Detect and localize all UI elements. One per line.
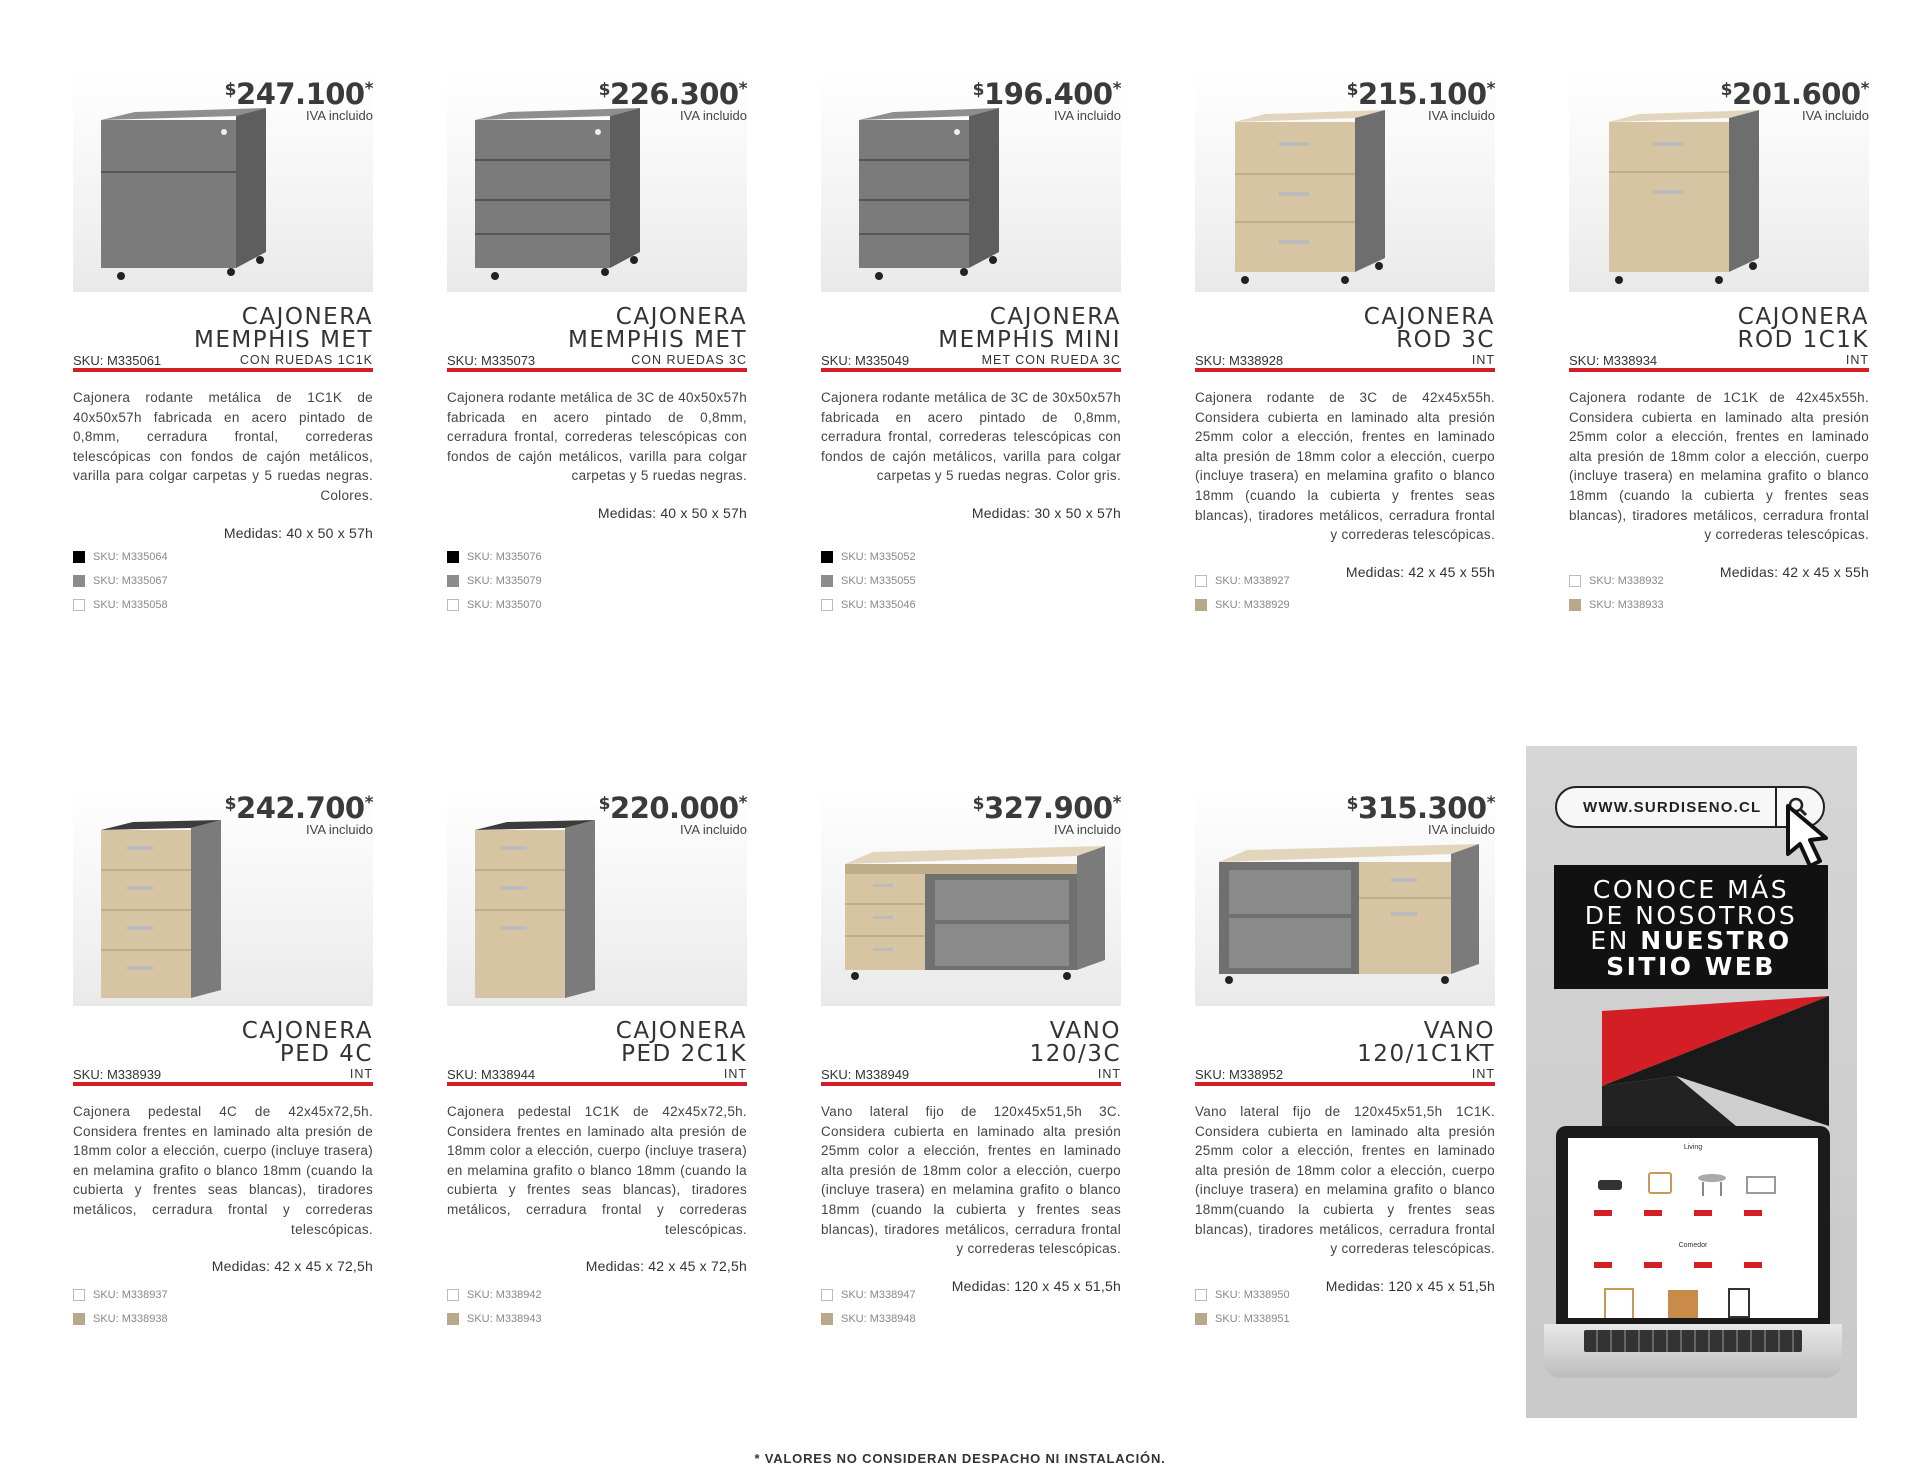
color-variant[interactable] xyxy=(821,545,916,569)
product-name-line-1: CAJONERA xyxy=(989,304,1121,330)
color-swatch[interactable] xyxy=(821,551,833,563)
color-variants xyxy=(821,545,916,617)
product-image-area[interactable] xyxy=(1195,786,1495,1006)
iva-label: IVA incluido xyxy=(1054,822,1121,837)
product-name xyxy=(616,1020,747,1066)
product-measures: Medidas: 42 x 45 x 72,5h xyxy=(585,1258,747,1275)
product-description: Vano lateral fijo de 120x45x51,5h 1C1K. Considera cubierta en laminado alta presión 25mm color a elección, frentes en laminado alta presión de 18mm color a elección, cuerpo (incluye trasera) en melamina grafito o blanco 18mm(cuando la cubierta y frentes seas blancas), tiradores metálicos, cerradura frontal y correderas telescópicas. xyxy=(1195,1104,1495,1257)
color-swatch[interactable] xyxy=(73,599,85,611)
color-variant[interactable] xyxy=(1195,593,1290,617)
product-card[interactable] xyxy=(1195,72,1495,611)
color-swatch[interactable] xyxy=(73,1289,85,1301)
color-variant[interactable] xyxy=(821,1307,916,1331)
color-variants xyxy=(73,545,168,617)
price-asterisk: * xyxy=(1486,79,1495,99)
red-divider xyxy=(1195,1082,1495,1086)
screen-section: Comedor xyxy=(1678,1242,1708,1249)
product-image-area[interactable] xyxy=(821,786,1121,1006)
color-swatch[interactable] xyxy=(821,599,833,611)
product-sku: SKU: M338928 xyxy=(1195,353,1284,368)
color-variants xyxy=(73,1283,168,1331)
product-measures: Medidas: 40 x 50 x 57h xyxy=(597,504,747,521)
color-variant[interactable] xyxy=(73,569,168,593)
color-variant[interactable] xyxy=(73,1307,168,1331)
product-measures: Medidas: 42 x 45 x 72,5h xyxy=(211,1258,373,1275)
color-variants xyxy=(447,545,542,617)
variant-sku: SKU: M338942 xyxy=(467,1289,542,1301)
product-header xyxy=(1569,292,1869,368)
variant-sku: SKU: M338943 xyxy=(467,1313,542,1325)
product-name-line-1: CAJONERA xyxy=(615,1018,747,1044)
color-swatch[interactable] xyxy=(821,1313,833,1325)
color-swatch[interactable] xyxy=(1195,1313,1207,1325)
product-sku: SKU: M338934 xyxy=(1569,353,1658,368)
price-value: 196.400 xyxy=(984,77,1113,111)
variant-sku: SKU: M335046 xyxy=(841,599,916,611)
product-description: Cajonera rodante metálica de 3C de 30x50x57h fabricada en acero pintado de 0,8mm, cerradura frontal, correderas telescópicas con fondos de cajón metálicos, varilla para colgar carpetas y 5 ruedas negras. Color gris. xyxy=(821,390,1121,484)
product-name-line-1: CAJONERA xyxy=(1363,304,1495,330)
product-image-area[interactable] xyxy=(1569,72,1869,292)
variant-sku: SKU: M338938 xyxy=(93,1313,168,1325)
currency-symbol: $ xyxy=(598,80,611,100)
product-sku: SKU: M338944 xyxy=(447,1067,536,1082)
currency-symbol: $ xyxy=(1346,80,1359,100)
product-card[interactable] xyxy=(821,786,1121,1325)
currency-symbol: $ xyxy=(972,794,985,814)
color-swatch[interactable] xyxy=(447,599,459,611)
product-name-line-2: 120/1C1KT xyxy=(1357,1041,1495,1067)
price-block xyxy=(225,74,373,122)
color-variant[interactable] xyxy=(1195,1307,1290,1331)
iva-label: IVA incluido xyxy=(1802,108,1869,123)
variant-sku: SKU: M335079 xyxy=(467,575,542,587)
color-variant[interactable] xyxy=(447,545,542,569)
product-name-line-2: MEMPHIS MINI xyxy=(938,327,1121,353)
price-value: 220.000 xyxy=(610,791,739,825)
color-variant[interactable] xyxy=(73,1283,168,1307)
variant-sku: SKU: M338948 xyxy=(841,1313,916,1325)
product-subtitle: CON RUEDAS 1C1K xyxy=(239,353,373,367)
laptop-screen xyxy=(1568,1138,1818,1318)
color-variants xyxy=(1195,1283,1290,1331)
price xyxy=(973,788,1121,823)
variant-sku: SKU: M338951 xyxy=(1215,1313,1290,1325)
product-card[interactable] xyxy=(73,786,373,1325)
color-variants xyxy=(447,1283,542,1331)
color-swatch[interactable] xyxy=(447,575,459,587)
iva-label: IVA incluido xyxy=(1428,822,1495,837)
promo-headline xyxy=(1554,865,1828,989)
color-swatch[interactable] xyxy=(447,551,459,563)
currency-symbol: $ xyxy=(598,794,611,814)
color-swatch[interactable] xyxy=(821,1289,833,1301)
variant-sku: SKU: M335064 xyxy=(93,551,168,563)
price-value: 201.600 xyxy=(1732,77,1861,111)
currency-symbol: $ xyxy=(1720,80,1733,100)
color-variant[interactable] xyxy=(1195,1283,1290,1307)
product-header xyxy=(447,292,747,368)
red-divider xyxy=(1195,368,1495,372)
price-asterisk: * xyxy=(1112,79,1121,99)
product-measures: Medidas: 42 x 45 x 55h xyxy=(1345,563,1495,580)
search-divider xyxy=(1775,788,1777,826)
product-header xyxy=(821,1006,1121,1082)
product-description: Cajonera pedestal 4C de 42x45x72,5h. Considera frentes en laminado alta presión de 18mm color a elección, cuerpo (incluye trasera) en melamina grafito o blanco 18mm (cuando la cubierta y frentes seas blancas), tiradores metálicos, cerradura frontal y correderas telescópicas. xyxy=(73,1104,373,1237)
product-description: Cajonera rodante de 3C de 42x45x55h. Considera cubierta en laminado alta presión 25mm color a elección, frentes en laminado alta presión de 18mm color a elección, cuerpo (incluye trasera) en melamina grafito o blanco 18mm (cuando la cubierta y frentes seas blancas), tiradores metálicos, cerradura frontal y correderas telescópicas. xyxy=(1195,390,1495,543)
currency-symbol: $ xyxy=(224,80,237,100)
price-value: 215.100 xyxy=(1358,77,1487,111)
product-name-line-2: MEMPHIS MET xyxy=(567,327,747,353)
color-swatch[interactable] xyxy=(73,575,85,587)
color-variant[interactable] xyxy=(447,1307,542,1331)
product-subtitle: INT xyxy=(1097,1067,1121,1081)
product-measures: Medidas: 120 x 45 x 51,5h xyxy=(951,1277,1121,1294)
iva-label: IVA incluido xyxy=(1428,108,1495,123)
product-subtitle: MET CON RUEDA 3C xyxy=(981,353,1121,367)
red-divider xyxy=(821,1082,1121,1086)
product-image-area[interactable] xyxy=(73,786,373,1006)
color-swatch[interactable] xyxy=(1569,599,1581,611)
variant-sku: SKU: M338937 xyxy=(93,1289,168,1301)
product-subtitle: INT xyxy=(723,1067,747,1081)
variant-sku: SKU: M335052 xyxy=(841,551,916,563)
price-value: 247.100 xyxy=(236,77,365,111)
price xyxy=(599,74,747,109)
product-description: Cajonera rodante metálica de 3C de 40x50x57h fabricada en acero pintado de 0,8mm, cerradura frontal, correderas telescópicas con fondos de cajón metálicos, varilla para colgar carpetas y 5 ruedas negras. xyxy=(447,390,747,484)
product-name xyxy=(568,306,747,352)
variant-sku: SKU: M335055 xyxy=(841,575,916,587)
price-block xyxy=(973,74,1121,122)
price-value: 327.900 xyxy=(984,791,1113,825)
laptop-illustration xyxy=(1554,1126,1832,1396)
product-image-area[interactable] xyxy=(1195,72,1495,292)
product-sku: SKU: M335049 xyxy=(821,353,910,368)
price xyxy=(599,788,747,823)
product-card[interactable] xyxy=(447,786,747,1325)
price-block xyxy=(1721,74,1869,122)
color-variant[interactable] xyxy=(1195,569,1290,593)
product-card[interactable] xyxy=(1195,786,1495,1325)
color-swatch[interactable] xyxy=(73,1313,85,1325)
product-image-area[interactable] xyxy=(447,72,747,292)
variant-sku: SKU: M335058 xyxy=(93,599,168,611)
product-sku: SKU: M335073 xyxy=(447,353,536,368)
variant-sku: SKU: M338933 xyxy=(1589,599,1664,611)
color-variant[interactable] xyxy=(821,569,916,593)
product-measures: Medidas: 40 x 50 x 57h xyxy=(223,524,373,541)
product-name xyxy=(1737,306,1869,352)
product-card[interactable] xyxy=(1569,72,1869,611)
promo-line-4: SITIO WEB xyxy=(1606,951,1776,981)
product-name xyxy=(938,306,1121,352)
price-asterisk: * xyxy=(364,793,373,813)
variant-sku: SKU: M338947 xyxy=(841,1289,916,1301)
variant-sku: SKU: M338950 xyxy=(1215,1289,1290,1301)
price-block xyxy=(225,788,373,836)
price xyxy=(225,788,373,823)
color-swatch[interactable] xyxy=(821,575,833,587)
red-divider xyxy=(73,1082,373,1086)
product-header xyxy=(73,1006,373,1082)
price-value: 242.700 xyxy=(236,791,365,825)
product-name-line-2: PED 4C xyxy=(279,1041,373,1067)
product-image-area[interactable] xyxy=(821,72,1121,292)
price-block xyxy=(1347,74,1495,122)
price-value: 315.300 xyxy=(1358,791,1487,825)
website-promo-banner[interactable] xyxy=(1526,746,1857,1418)
promo-line-1: CONOCE MÁS xyxy=(1592,875,1790,904)
red-divider xyxy=(821,368,1121,372)
price xyxy=(973,74,1121,109)
product-subtitle: CON RUEDAS 3C xyxy=(631,353,747,367)
product-name-line-2: PED 2C1K xyxy=(621,1041,747,1067)
price-block xyxy=(599,74,747,122)
product-name-line-1: CAJONERA xyxy=(241,1018,373,1044)
product-header xyxy=(1195,1006,1495,1082)
price-value: 226.300 xyxy=(610,77,739,111)
product-header xyxy=(821,292,1121,368)
product-image-area[interactable] xyxy=(447,786,747,1006)
price-asterisk: * xyxy=(364,79,373,99)
product-name-line-2: ROD 1C1K xyxy=(1737,327,1869,353)
product-measures: Medidas: 120 x 45 x 51,5h xyxy=(1325,1277,1495,1294)
product-name xyxy=(194,306,373,352)
product-sku: SKU: M338952 xyxy=(1195,1067,1284,1082)
product-sku: SKU: M338939 xyxy=(73,1067,162,1082)
footer-note: * VALORES NO CONSIDERAN DESPACHO NI INSTALACIÓN. xyxy=(754,1451,1166,1466)
product-description: Cajonera pedestal 1C1K de 42x45x72,5h. Considera frentes en laminado alta presión de 18mm color a elección, cuerpo (incluye trasera) en melamina grafito o blanco 18mm (cuando la cubierta y frentes seas blancas), tiradores metálicos, cerradura frontal y correderas telescópicas. xyxy=(447,1104,747,1237)
price-block xyxy=(973,788,1121,836)
red-divider xyxy=(1569,368,1869,372)
color-swatch[interactable] xyxy=(447,1289,459,1301)
variant-sku: SKU: M335070 xyxy=(467,599,542,611)
color-swatch[interactable] xyxy=(447,1313,459,1325)
color-variant[interactable] xyxy=(447,1283,542,1307)
promo-line-3b: NUESTRO xyxy=(1640,926,1792,955)
color-swatch[interactable] xyxy=(1195,1289,1207,1301)
color-variant[interactable] xyxy=(447,569,542,593)
product-sku: SKU: M338949 xyxy=(821,1067,910,1082)
color-swatch[interactable] xyxy=(73,551,85,563)
product-card[interactable] xyxy=(73,72,373,611)
product-name-line-1: VANO xyxy=(1049,1018,1121,1044)
price-asterisk: * xyxy=(1112,793,1121,813)
currency-symbol: $ xyxy=(1346,794,1359,814)
color-variant[interactable] xyxy=(821,593,916,617)
price xyxy=(1347,74,1495,109)
product-card[interactable] xyxy=(447,72,747,611)
product-sku: SKU: M335061 xyxy=(73,353,162,368)
price-block xyxy=(599,788,747,836)
color-swatch[interactable] xyxy=(1195,599,1207,611)
iva-label: IVA incluido xyxy=(306,822,373,837)
price-asterisk: * xyxy=(738,793,747,813)
product-description: Cajonera rodante metálica de 1C1K de 40x50x57h fabricada en acero pintado de 0,8mm, cerradura frontal, correderas telescópicas con fondos de cajón metálicos, varilla para colgar carpetas y 5 ruedas negras. Colores. xyxy=(73,390,373,503)
product-measures: Medidas: 30 x 50 x 57h xyxy=(971,504,1121,521)
price-block xyxy=(1347,788,1495,836)
price-asterisk: * xyxy=(1486,793,1495,813)
variant-sku: SKU: M338929 xyxy=(1215,599,1290,611)
product-header xyxy=(447,1006,747,1082)
product-card[interactable] xyxy=(821,72,1121,611)
currency-symbol: $ xyxy=(224,794,237,814)
red-divider xyxy=(447,1082,747,1086)
promo-line-2: DE NOSOTROS xyxy=(1584,900,1798,930)
color-variant[interactable] xyxy=(1569,593,1664,617)
price xyxy=(1721,74,1869,109)
product-measures: Medidas: 42 x 45 x 55h xyxy=(1719,563,1869,580)
color-variant[interactable] xyxy=(73,593,168,617)
color-swatch[interactable] xyxy=(1569,575,1581,587)
color-variant[interactable] xyxy=(447,593,542,617)
variant-sku: SKU: M338932 xyxy=(1589,575,1664,587)
price xyxy=(1347,788,1495,823)
product-name-line-1: CAJONERA xyxy=(241,304,373,330)
product-subtitle: INT xyxy=(1845,353,1869,367)
color-swatch[interactable] xyxy=(1195,575,1207,587)
iva-label: IVA incluido xyxy=(306,108,373,123)
product-name xyxy=(1357,1020,1495,1066)
product-header xyxy=(1195,292,1495,368)
red-divider xyxy=(447,368,747,372)
product-name-line-1: CAJONERA xyxy=(1737,304,1869,330)
color-variant[interactable] xyxy=(73,545,168,569)
product-name xyxy=(242,1020,373,1066)
color-variants xyxy=(821,1283,916,1331)
product-header xyxy=(73,292,373,368)
product-subtitle: INT xyxy=(1471,353,1495,367)
product-name-line-2: MEMPHIS MET xyxy=(193,327,373,353)
product-image-area[interactable] xyxy=(73,72,373,292)
product-description: Vano lateral fijo de 120x45x51,5h 3C. Considera cubierta en laminado alta presión 25mm color a elección, frentes en laminado alta presión de 18mm color a elección, cuerpo (incluye trasera) en melamina grafito o blanco 18mm (cuando la cubierta y frentes seas blancas), tiradores metálicos, cerradura frontal y correderas telescópicas. xyxy=(821,1104,1121,1257)
color-variants xyxy=(1569,569,1664,617)
price xyxy=(225,74,373,109)
product-description: Cajonera rodante de 1C1K de 42x45x55h. Considera cubierta en laminado alta presión 25mm color a elección, frentes en laminado alta presión de 18mm color a elección, cuerpo (incluye trasera) en melamina grafito o blanco 18mm (cuando la cubierta y frentes seas blancas), tiradores metálicos, cerradura frontal y correderas telescópicas. xyxy=(1569,390,1869,543)
promo-line-3a: EN xyxy=(1590,926,1641,955)
price-asterisk: * xyxy=(738,79,747,99)
screen-title: Living xyxy=(1683,1144,1703,1151)
product-name-line-1: CAJONERA xyxy=(615,304,747,330)
product-name-line-2: ROD 3C xyxy=(1396,327,1495,353)
iva-label: IVA incluido xyxy=(1054,108,1121,123)
product-name-line-1: VANO xyxy=(1423,1018,1495,1044)
color-variants xyxy=(1195,569,1290,617)
iva-label: IVA incluido xyxy=(680,108,747,123)
currency-symbol: $ xyxy=(972,80,985,100)
product-name-line-2: 120/3C xyxy=(1029,1041,1121,1067)
color-variant[interactable] xyxy=(821,1283,916,1307)
variant-sku: SKU: M338927 xyxy=(1215,575,1290,587)
color-variant[interactable] xyxy=(1569,569,1664,593)
website-url[interactable]: WWW.SURDISENO.CL xyxy=(1583,799,1762,816)
iva-label: IVA incluido xyxy=(680,822,747,837)
product-name xyxy=(1030,1020,1121,1066)
product-name xyxy=(1364,306,1495,352)
product-subtitle: INT xyxy=(349,1067,373,1081)
price-asterisk: * xyxy=(1860,79,1869,99)
variant-sku: SKU: M335076 xyxy=(467,551,542,563)
variant-sku: SKU: M335067 xyxy=(93,575,168,587)
product-subtitle: INT xyxy=(1471,1067,1495,1081)
red-divider xyxy=(73,368,373,372)
